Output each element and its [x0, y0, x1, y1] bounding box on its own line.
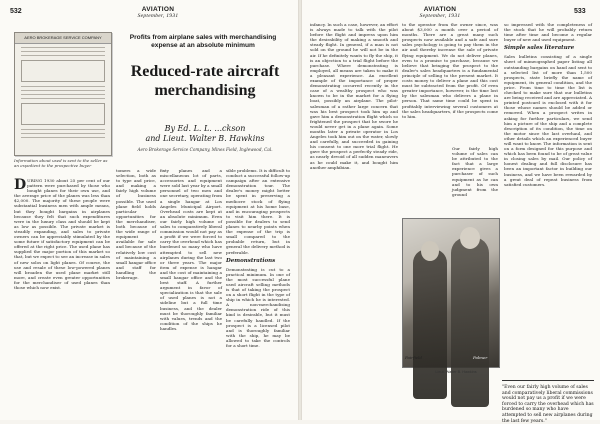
photo-caption: Lieut. Walter B. Hawkins: [435, 370, 477, 374]
magazine-name: AVIATION: [423, 6, 457, 13]
magazine-name: AVIATION: [141, 6, 175, 13]
form-header: AERO BROKERAGE SERVICE COMPANY: [15, 33, 111, 44]
page-number-left: 532: [10, 8, 22, 15]
author-affiliation: Aero Brokerage Service Company, Mines Field, Inglewood, Cal.: [137, 147, 273, 152]
article-title: Reduced-rate aircraft merchandising: [130, 63, 280, 99]
section-heading: Simple sales literature: [504, 45, 575, 52]
body-text: fixty planes and a miscellaneous lot of parts, accessories and equipment were sold last year by a small personnel of two men and one secretary, operating from a single hangar at Los Angeles Municipal Airport. Overhead costs are kept at an absolute minimum. Even our fairly high volume of sales to comparatively liberal commission would not pay as a profit if we were forced to carry the overhead which has burdened so many who have attempted to sell new airplanes during the last two or three years. The major item of expense is hangar and the cost of maintaining a small hangar office and the best staff. A further argument in favor of specialization is that the sale of used planes is not a sideline but a full time business, and the dealer must be thoroughly familiar with values, trends and the condition of the ships he handles.: [160, 168, 222, 331]
image-caption: Information about used is sent to the seller as an expedient to the prospective buyer: [14, 158, 108, 168]
body-text: infancy. In such a case, however, an effort is always made to talk with the pilot before the flight and impress upon him the desirability of making a smooth and steady flight. In general, if a man is not sold on the ground he will not be in the air. If he definitely wants to fly the ship, it is an objection to a trial flight before the purchase. Where demonstrating is employed, all means are taken to make it a pleasant experience. An excellent example of the importance of proper demonstrating occurred recently in the case of a wealthy prospect who was known to be in the market for a flying boat, possibly an airplane. The pilot-salesman of a rather large concern that was his best prospect took him up and gave him a demonstration flight which so frightened the prospect that he swore he would never get in a plane again. Some months later a private operator in Los Angeles took him out on the water, slowly and carefully, and succeeded in gaining his consent to one more trial flight. He gave the prospect a perfectly steady ride, as nearly devoid of all sudden maneuvers as he could make it, and bought him another amphibian.: [310, 22, 398, 170]
right-page: [302, 0, 600, 424]
byline-line-1: By Ed. L. L. ...ckson: [164, 124, 246, 133]
article-subtitle: Profits from airplane sales with merchandising expense at an absolute minimum: [129, 34, 277, 50]
body-column-2b: [452, 146, 498, 216]
body-column-1: [310, 22, 398, 416]
running-head-right: [400, 6, 480, 19]
body-column-4: [226, 168, 290, 414]
body-text: so impressed with the completeness of the stock that he will probably return time after time and become a regular buyer of new and used equipment.: [504, 22, 592, 43]
body-column-1: [14, 178, 110, 414]
body-text: tomers a wide selection, both as to type and price, and making a fairly high volume of business possible. The used plane field holds particular opportunities for the merchandiser, both because of the wide range of equipment available for sale and because of the relatively low cost of maintaining a small hangar office and staff for handling the brokerage.: [116, 168, 156, 280]
body-column-2: [402, 22, 498, 144]
running-head-left: [118, 6, 198, 19]
article-byline: [125, 124, 285, 144]
issue-date: September, 1931: [419, 13, 461, 19]
byline-line-2: and Lieut. Walter B. Hawkins: [145, 134, 265, 143]
body-column-3: [504, 22, 592, 376]
drop-cap: D: [14, 177, 27, 193]
body-column-3: [160, 168, 222, 414]
body-text: sible problems. It is difficult to conduct a successful follow-up campaign after an extensive demonstration tour. The dealer's money might better be spent in preserving a mediocre stock of flying equipment at his home base, and in encouraging prospects to visit him there. It is possible for dealers to send planes to nearby points when the expense of the trip is small compared to the probable return, but in general the delivery method is preferable.: [226, 168, 290, 255]
section-heading: Demonstrations: [226, 257, 276, 264]
body-column-2: [116, 168, 156, 414]
body-text: Our fairly high volume of sales can be attributed to the fact that a large experience gives a purchaser of such equipment as he can and to his own judgment from the ground: [452, 146, 498, 197]
photo-label-left: Fairfield: [405, 355, 422, 360]
body-text: URING 1930 about 25 per cent of our pattern were purchased by those who bought planes for their own use, and the average price of the planes was less than $2,000. The majority of these people were substantial business men with ample means, but they bought bargains in airplanes because they felt that such expenditures were in the luxury class and should be kept as low as possible. The private market is steadily expanding, and sales to private owners can be appreciably stimulated by the some future if satisfactory equipment can be offered at the right price. The used plane has supplied the major portion of this market so that, but we expect to see an increase in sales of new solos on light planes. Of course, the use and resale of these low-powered planes will broaden the used plane market still more, and create even greater opportunities for the merchandiser of used planes than those which now exist.: [14, 178, 110, 290]
body-text: Sales bulletins consisting of a single sheet of mimeographed paper listing all outstanding bargains on hand and sent to a selected list of more than 1,500 prospects, state briefly the name of equipment, its general condition, and the price. From time to time the list is checked to make sure that our bulletins are being received and are appreciated. A printed postcard is enclosed with it for those whose names should be added or removed. When a prospect writes in asking for further particulars, we send him a picture of the ship and a complete description of its condition, the time on the motor since the last overhaul, and other details which an experienced buyer will want to know. The information is sent on a form designed for this purpose and which has been found to be of great value in closing sales by mail. Our policy of honest dealing and full disclosure has been an important factor in building our business, and we have been rewarded by a great deal of repeat business from satisfied customers.: [504, 54, 592, 187]
body-text: to the operator from the owner since, was about $3,000 a month over a period of months. There are a great many such prospects now available and a safe and sure sales psychology is going to pay them in the air and thereby increase the sale of private flying equipment. We do not deliver planes, even to a promise to purchase, because we believe that bringing the prospect to the dealer's sales headquarters is a fundamental principle of selling to the present market. It costs money to deliver a plane and this cost must be subtracted from the profit. Of even greater importance, however, is the time lost by the salesman who delivers a plane in person. That same time could be spent in profitably interviewing several customers at the sales headquarters, if the prospects come to him.: [402, 22, 498, 119]
left-page: [0, 0, 298, 420]
photo-label-right: Palmer: [473, 355, 488, 360]
issue-date: September, 1931: [137, 13, 179, 19]
page-number-right: 533: [574, 8, 586, 15]
body-text: Demonstrating is cut to a practical minimum. In one of the most successful plane used aircraft selling methods is that of taking the prospect on a short flight in the type of ship in which he is interested. A non-merchandising demonstration ride of this kind is desirable, but it must be carefully handled. If the prospect is a licensed pilot and is thoroughly familiar with the ship, he may be allowed to take the controls for a short time.: [226, 266, 290, 348]
portrait-photo: [402, 218, 500, 368]
sales-form-image: [14, 32, 112, 156]
pull-quote: "Even our fairly high volume of sales and comparatively liberal commissions would not pay us a profit if we were forced to carry the overhead which has burdened so many who have attempted to sell new airplanes during the last few years.": [502, 380, 594, 424]
